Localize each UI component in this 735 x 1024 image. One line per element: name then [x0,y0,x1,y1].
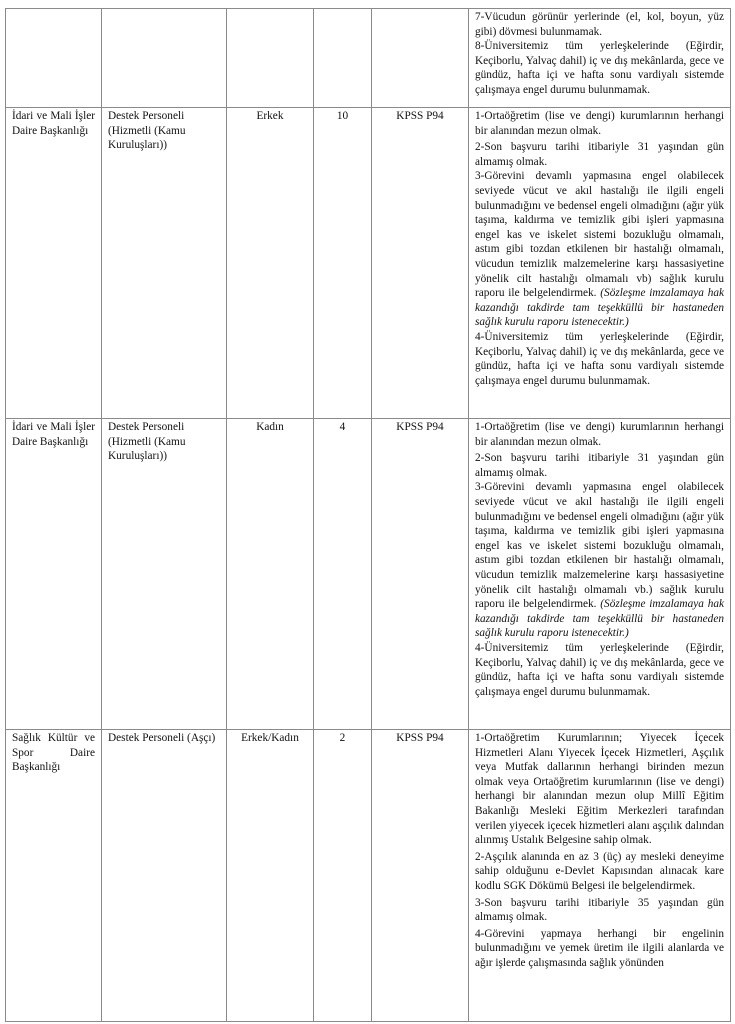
requirement-item: 2-Son başvuru tarihi itibariyle 31 yaşından gün almamış olmak. [475,141,724,168]
italic-note: (Sözleşme imzalamaya hak kazandığı takdirde tam teşekküllü bir hastaneden sağlık kurulu raporu istenecektir.) [475,598,724,640]
unit-cell [6,9,102,108]
requirement-item: 3-Görevini devamlı yapmasına engel olabilecek seviyede vücut ve akıl hastalığı ile ilgili engeli bulunmadığını ve bedensel engeli olmadığını (ağır yük taşıma, kaldırma ve temizlik gibi işleri yapmasına engel kas ve iskelet sistemi bozukluğu olmamalı, astım gibi tozdan etkilenen bir hastalığı olmamalı, vücudun temizlik malzemelerine karşı hassasiyetine yönelik cilt hastalığı olmamalı vb) sağlık kurulu raporu ile belgelendirmek. (Sözleşme imzalamaya hak kazandığı takdirde tam teşekküllü bir hastaneden sağlık kurulu raporu istenecektir.) [475,170,724,329]
table-row [6,419,731,730]
unit-cell: Sağlık Kültür ve Spor Daire Başkanlığı [6,730,102,1022]
requirement-item: 2-Aşçılık alanında en az 3 (üç) ay mesleki deneyime sahip olduğunu e-Devlet Kapısından alınacak kare kodlu SGK Dökümü Belgesi ile belgelendirmek. [475,850,724,892]
requirement-item: 4-Üniversitemiz tüm yerleşkelerinde (Eğirdir, Keçiborlu, Yalvaç dahil) iç ve dış mekânlarda, gece ve gündüz, hafta içi ve hafta sonu vardiyalı sistemde çalışmaya engel durumu bulunmamak. [475,641,724,698]
requirement-item: 4-Görevini yapmaya herhangi bir engelinin bulunmadığını ve yemek üretim ile ilgili alanlarda ve ağır işlerde çalışmasında sağlık yönünden [475,927,724,969]
requirement-item: 1-Ortaöğretim (lise ve dengi) kurumlarının herhangi bir alanından mezun olmak. [475,421,724,448]
count-cell: 2 [314,730,372,1022]
unit-cell: İdari ve Mali İşler Daire Başkanlığı [6,419,102,730]
gender-cell [227,9,314,108]
gender-cell: Kadın [227,419,314,730]
exam-cell: KPSS P94 [372,730,469,1022]
gender-cell: Erkek/Kadın [227,730,314,1022]
gender-cell: Erkek [227,108,314,419]
requirement-item: 7-Vücudun görünür yerlerinde (el, kol, boyun, yüz gibi) dövmesi bulunmamak. [475,11,724,38]
requirement-item: 1-Ortaöğretim (lise ve dengi) kurumlarının herhangi bir alanından mezun olmak. [475,110,724,137]
count-cell [314,9,372,108]
requirement-item: 4-Üniversitemiz tüm yerleşkelerinde (Eğirdir, Keçiborlu, Yalvaç dahil) iç ve dış mekânlarda, gece ve gündüz, hafta içi ve hafta sonu vardiyalı sistemde çalışmaya engel durumu bulunmamak. [475,330,724,387]
requirement-item: 3-Görevini devamlı yapmasına engel olabilecek seviyede vücut ve akıl hastalığı ile ilgili engeli bulunmadığını ve bedensel engeli olmadığını (ağır yük taşıma, kaldırma ve temizlik gibi işleri yapmasına engel kas ve iskelet sistemi bozukluğu olmamalı, astım gibi tozdan etkilenen bir hastalığı olmamalı, vücudun temizlik malzemelerine karşı hassasiyetine yönelik cilt hastalığı olmamalı vb.) sağlık kurulu raporu ile belgelendirmek. (Sözleşme imzalamaya hak kazandığı takdirde tam teşekküllü bir hastaneden sağlık kurulu raporu istenecektir.) [475,481,724,640]
requirements-cell [469,9,731,108]
requirements-cell [469,108,731,419]
italic-note: (Sözleşme imzalamaya hak kazandığı takdirde tam teşekküllü bir hastaneden sağlık kurulu raporu istenecektir.) [475,287,724,329]
count-cell: 10 [314,108,372,419]
requirements-cell [469,419,731,730]
requirement-item: 2-Son başvuru tarihi itibariyle 31 yaşından gün almamış olmak. [475,452,724,479]
position-cell [102,9,227,108]
exam-cell: KPSS P94 [372,108,469,419]
unit-cell: İdari ve Mali İşler Daire Başkanlığı [6,108,102,419]
table-row [6,108,731,419]
requirement-item: 1-Ortaöğretim Kurumlarının; Yiyecek İçecek Hizmetleri Alanı Yiyecek İçecek Hizmetleri, Aşçılık veya Mutfak dallarının herhangi birinden mezun olmak veya Ortaöğretim kurumlarının (lise ve dengi) herhangi bir alanından mezun olup Millî Eğitim Bakanlığı Mesleki Eğitim Merkezleri tarafından verilen yiyecek içecek hizmetleri alanı aşçılık dalından alınmış Ustalık Belgesine sahip olmak. [475,732,724,847]
exam-cell [372,9,469,108]
exam-cell: KPSS P94 [372,419,469,730]
table-row [6,9,731,108]
requirements-cell [469,730,731,1022]
positions-table [5,8,731,1022]
count-cell: 4 [314,419,372,730]
position-cell: Destek Personeli (Aşçı) [102,730,227,1022]
table-row [6,730,731,1022]
position-cell: Destek Personeli (Hizmetli (Kamu Kuruluşları)) [102,108,227,419]
position-cell: Destek Personeli (Hizmetli (Kamu Kuruluşları)) [102,419,227,730]
requirement-item: 8-Üniversitemiz tüm yerleşkelerinde (Eğirdir, Keçiborlu, Yalvaç dahil) iç ve dış mekânlarda, gece ve gündüz, hafta içi ve hafta sonu vardiyalı sistemde çalışmaya engel durumu bulunmamak. [475,40,724,96]
requirement-item: 3-Son başvuru tarihi itibariyle 35 yaşından gün almamış olmak. [475,896,724,924]
